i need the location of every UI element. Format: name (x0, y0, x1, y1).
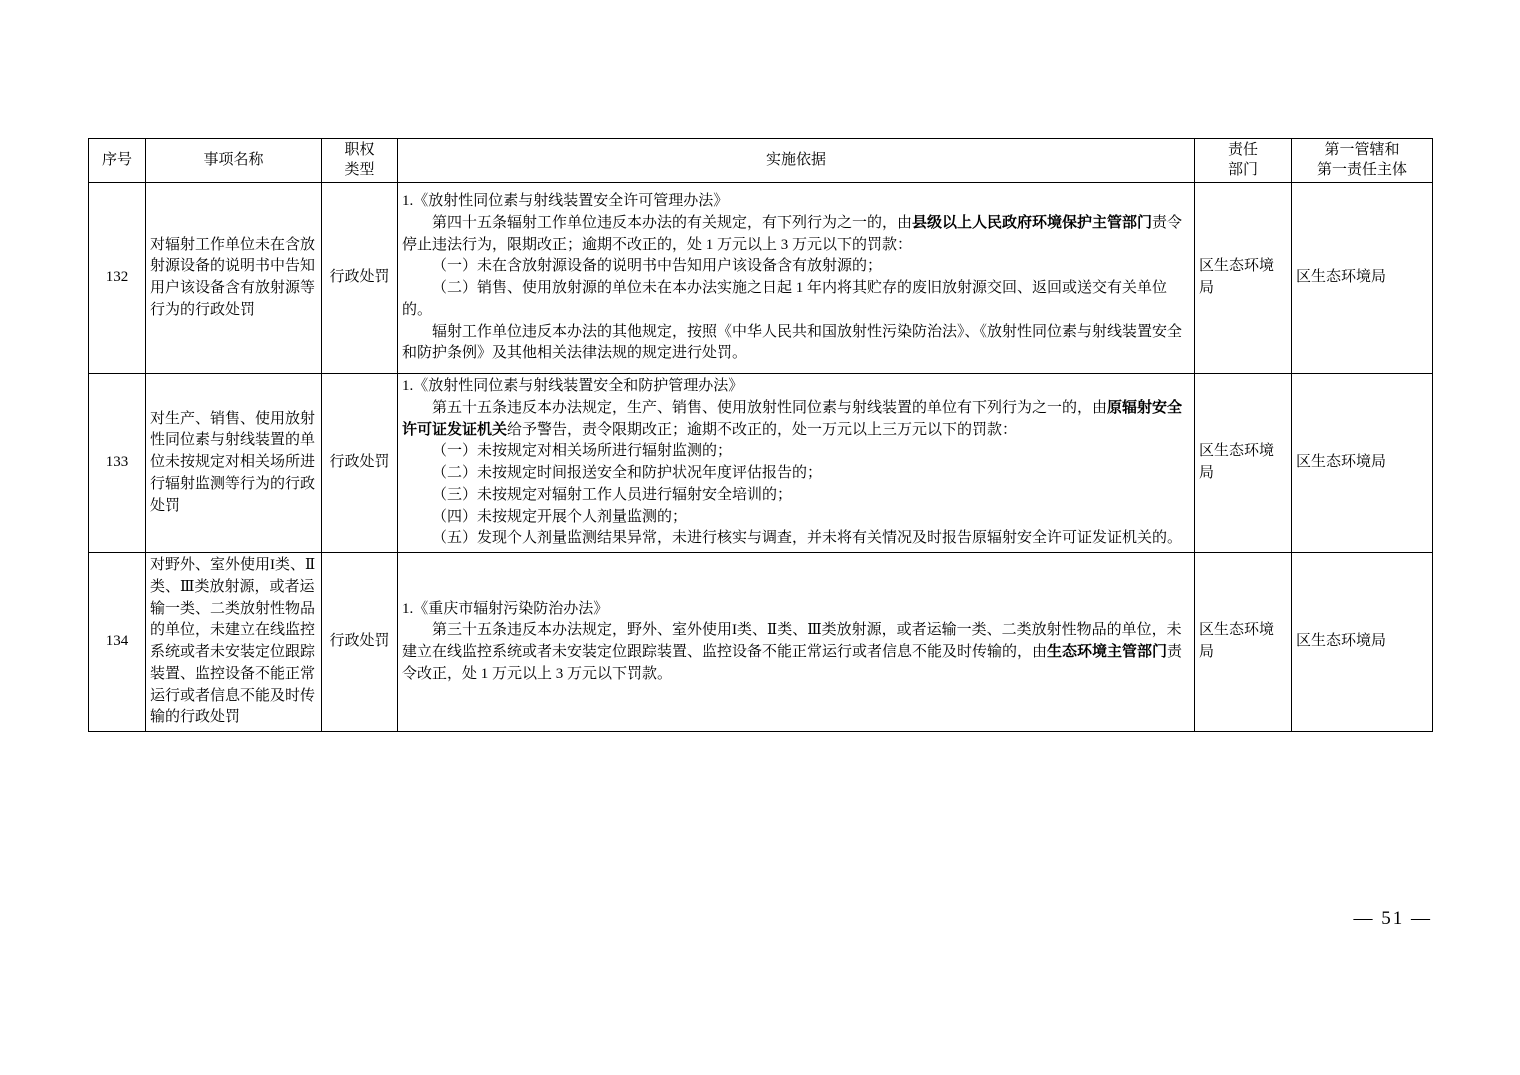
row-authority-type: 行政处罚 (322, 183, 398, 374)
basis-paragraph: 第三十五条违反本办法规定，野外、室外使用I类、Ⅱ类、Ⅲ类放射源，或者运输一类、二类放射性物品的单位，未建立在线监控系统或者未安装定位跟踪装置、监控设备不能正常运行或者信息不能及时传输的，由生态环境主管部门责令改正，处 1 万元以上 3 万元以下罚款。 (402, 622, 1183, 682)
row-sequence: 133 (89, 374, 146, 553)
table-row (89, 553, 1433, 732)
row-sequence: 134 (89, 553, 146, 732)
basis-paragraph: （一）未在含放射源设备的说明书中告知用户该设备含有放射源的； (432, 258, 883, 275)
basis-paragraph: 辐射工作单位违反本办法的其他规定，按照《中华人民共和国放射性污染防治法》、《放射性同位素与射线装置安全和防护条例》及其他相关法律法规的规定进行处罚。 (402, 323, 1183, 362)
row-legal-basis (398, 374, 1195, 553)
basis-paragraph: 第五十五条违反本办法规定，生产、销售、使用放射性同位素与射线装置的单位有下列行为之一的，由原辐射安全许可证发证机关给予警告，责令限期改正；逾期不改正的，处一万元以上三万元以下的罚款： (402, 399, 1183, 438)
table-header (89, 139, 1433, 183)
row-primary-subject: 区生态环境局 (1292, 374, 1433, 553)
row-authority-type: 行政处罚 (322, 553, 398, 732)
row-item-name: 对生产、销售、使用放射性同位素与射线装置的单位未按规定对相关场所进行辐射监测等行为的行政处罚 (146, 374, 322, 553)
page-number: — 51 — (1353, 908, 1432, 929)
column-header-basis: 实施依据 (398, 139, 1195, 183)
table-body (89, 183, 1433, 732)
row-item-name: 对辐射工作单位未在含放射源设备的说明书中告知用户该设备含有放射源等行为的行政处罚 (146, 183, 322, 374)
column-header-dept: 责任 部门 (1195, 139, 1292, 183)
basis-paragraph: 1.《放射性同位素与射线装置安全许可管理办法》 (402, 193, 729, 209)
table-row (89, 374, 1433, 553)
basis-paragraph: （三）未按规定对辐射工作人员进行辐射安全培训的； (432, 486, 793, 503)
row-primary-subject: 区生态环境局 (1292, 553, 1433, 732)
basis-paragraph: （一）未按规定对相关场所进行辐射监测的； (432, 443, 733, 460)
row-legal-basis (398, 553, 1195, 732)
column-header-seq: 序号 (89, 139, 146, 183)
row-authority-type: 行政处罚 (322, 374, 398, 553)
regulation-table (88, 138, 1433, 732)
row-responsible-dept: 区生态环境局 (1195, 374, 1292, 553)
column-header-type: 职权 类型 (322, 139, 398, 183)
column-header-name: 事项名称 (146, 139, 322, 183)
table-header-row (89, 139, 1433, 183)
basis-paragraph: （二）销售、使用放射源的单位未在本办法实施之日起 1 年内将其贮存的废旧放射源交回、返回或送交有关单位的。 (402, 280, 1168, 318)
table-row (89, 183, 1433, 374)
row-responsible-dept: 区生态环境局 (1195, 553, 1292, 732)
row-item-name: 对野外、室外使用I类、Ⅱ类、Ⅲ类放射源，或者运输一类、二类放射性物品的单位，未建立在线监控系统或者未安装定位跟踪装置、监控设备不能正常运行或者信息不能及时传输的行政处罚 (146, 553, 322, 732)
basis-paragraph: （四）未按规定开展个人剂量监测的； (432, 508, 688, 525)
basis-paragraph: 第四十五条辐射工作单位违反本办法的有关规定，有下列行为之一的，由县级以上人民政府环境保护主管部门责令停止违法行为，限期改正；逾期不改正的，处 1 万元以上 3 万元以下的罚款： (402, 214, 1183, 253)
basis-paragraph: （二）未按规定时间报送安全和防护状况年度评估报告的； (432, 465, 823, 481)
basis-paragraph: 1.《放射性同位素与射线装置安全和防护管理办法》 (402, 378, 744, 394)
basis-paragraph: （五）发现个人剂量监测结果异常，未进行核实与调查，并未将有关情况及时报告原辐射安全许可证发证机关的。 (432, 530, 1183, 547)
column-header-subject: 第一管辖和 第一责任主体 (1292, 139, 1433, 183)
row-primary-subject: 区生态环境局 (1292, 183, 1433, 374)
row-responsible-dept: 区生态环境局 (1195, 183, 1292, 374)
row-sequence: 132 (89, 183, 146, 374)
row-legal-basis (398, 183, 1195, 374)
basis-paragraph: 1.《重庆市辐射污染防治办法》 (402, 600, 609, 617)
